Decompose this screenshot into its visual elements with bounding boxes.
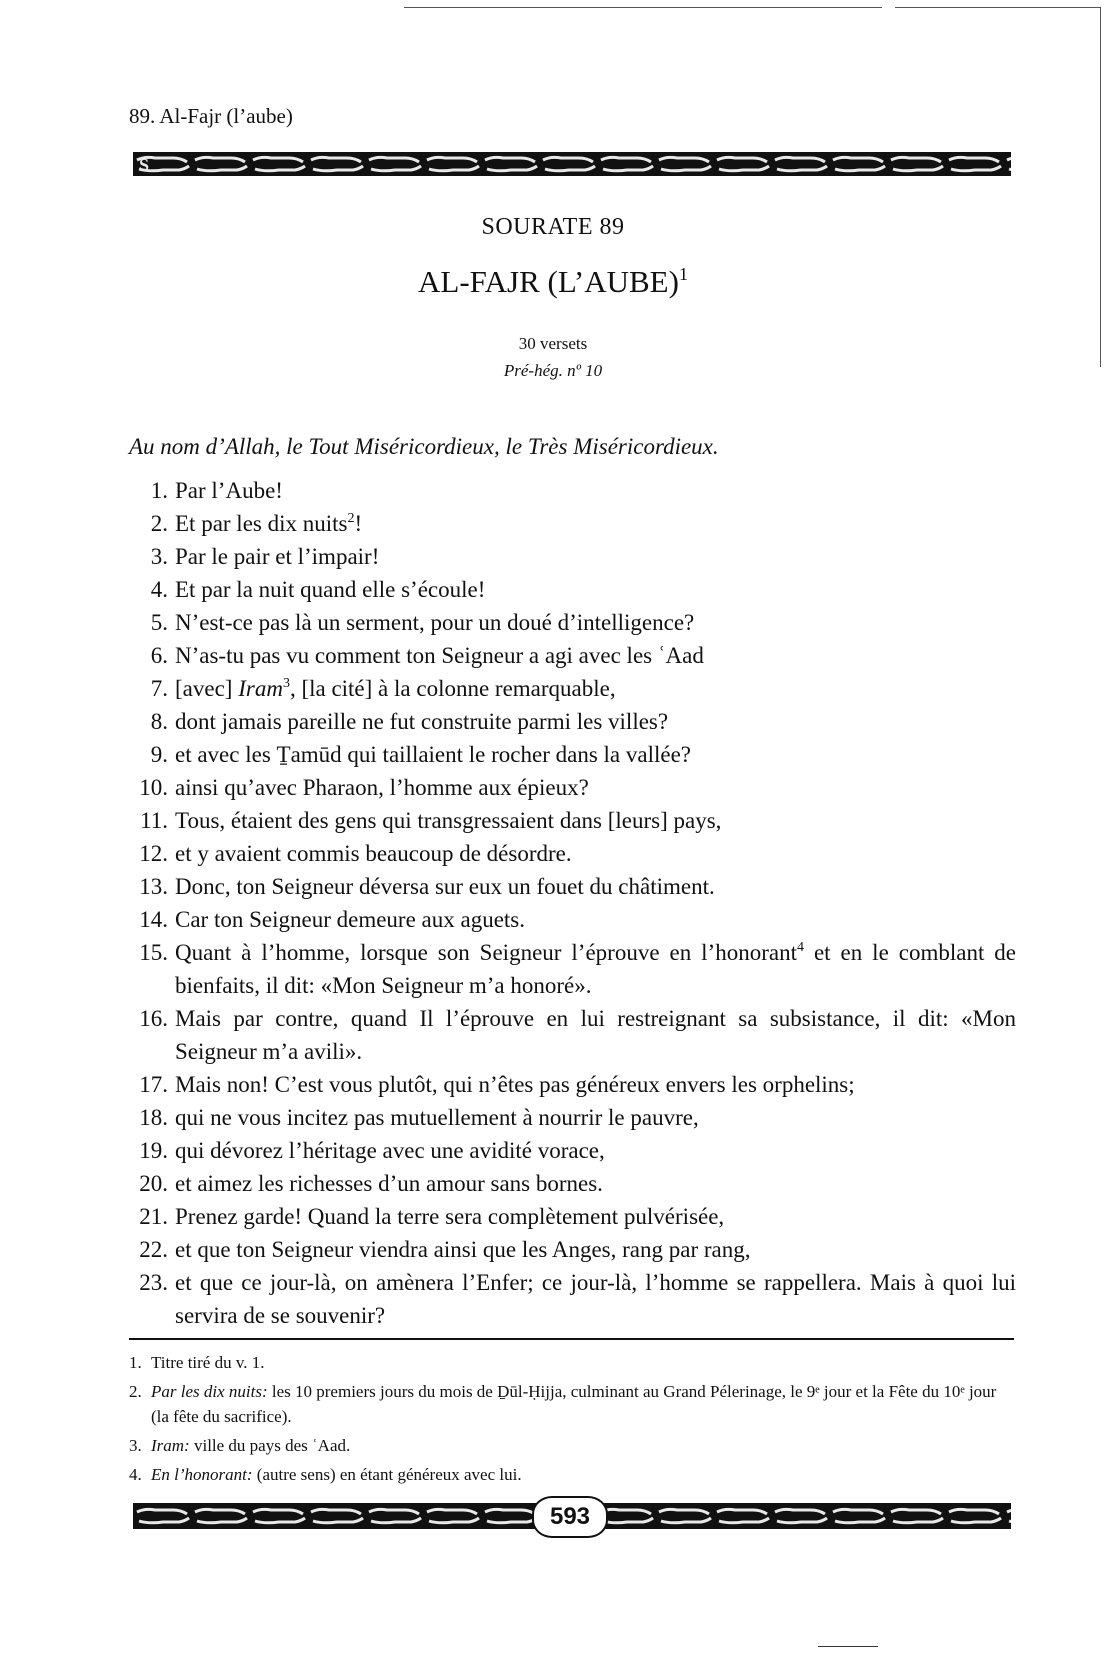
footnote-text: En l’honorant: (autre sens) en étant généreux avec lui. bbox=[151, 1465, 522, 1484]
verse-number: 4. bbox=[150, 577, 168, 602]
verse bbox=[129, 639, 1016, 672]
footnote-number: 2. bbox=[129, 1382, 142, 1401]
verse bbox=[129, 870, 1016, 903]
sourate-title-text: AL-FAJR (L’AUBE) bbox=[418, 264, 679, 299]
verse-number: 21. bbox=[139, 1204, 168, 1229]
verse-text: Mais non! C’est vous plutôt, qui n’êtes pas généreux envers les orphelins; bbox=[175, 1072, 855, 1097]
verse-text: qui dévorez l’héritage avec une avidité vorace, bbox=[175, 1138, 605, 1163]
verse-number: 20. bbox=[139, 1171, 168, 1196]
verse bbox=[129, 1233, 1016, 1266]
verse bbox=[129, 738, 1016, 771]
verse bbox=[129, 540, 1016, 573]
footnote-ref: 3 bbox=[282, 676, 290, 691]
verse-text: Par le pair et l’impair! bbox=[175, 544, 380, 569]
footnotes bbox=[129, 1350, 1014, 1491]
footnote-text: Iram: ville du pays des ʿAad. bbox=[151, 1436, 351, 1455]
verse-text: et avec les Ṯamūd qui taillaient le rocher dans la vallée? bbox=[175, 742, 691, 767]
verse-text: Tous, étaient des gens qui transgressaient dans [leurs] pays, bbox=[175, 808, 722, 833]
verse bbox=[129, 1266, 1016, 1332]
verse-number: 2. bbox=[150, 511, 168, 536]
verse bbox=[129, 1002, 1016, 1068]
verse-number: 10. bbox=[139, 775, 168, 800]
verse-number: 11. bbox=[140, 808, 168, 833]
verse-text: N’est-ce pas là un serment, pour un doué d’intelligence? bbox=[175, 610, 695, 635]
verse-number: 15. bbox=[139, 940, 168, 965]
footnote-ref: 1 bbox=[678, 264, 688, 284]
verse-text: Et par la nuit quand elle s’écoule! bbox=[175, 577, 486, 602]
verse-text: et y avaient commis beaucoup de désordre. bbox=[175, 841, 572, 866]
top-ornament-band bbox=[133, 152, 1011, 176]
verse-number: 13. bbox=[139, 874, 168, 899]
footnote-rule bbox=[129, 1338, 1014, 1340]
sourate-title bbox=[0, 264, 1106, 300]
verse-text: Quant à l’homme, lorsque son Seigneur l’éprouve en l’honorant$^4$ et en le comblant de bienfaits, il dit: «Mon Seigneur m’a honoré». bbox=[175, 940, 1017, 998]
verse-text: et aimez les richesses d’un amour sans bornes. bbox=[175, 1171, 603, 1196]
svg-text:S: S bbox=[139, 155, 150, 175]
verses-count: 30 versets bbox=[518, 334, 588, 353]
verse-number: 3. bbox=[150, 544, 168, 569]
verse bbox=[129, 936, 1016, 1002]
verse-number: 17. bbox=[139, 1072, 168, 1097]
verse bbox=[129, 1200, 1016, 1233]
footnote-number: 3. bbox=[129, 1436, 142, 1455]
page-edge-line bbox=[1100, 7, 1101, 367]
verse-text: [avec] Iram$^3$, [la cité] à la colonne remarquable, bbox=[175, 676, 616, 701]
verse bbox=[129, 672, 1016, 705]
verse bbox=[129, 705, 1016, 738]
verse-number: 9. bbox=[150, 742, 168, 767]
verse bbox=[129, 903, 1016, 936]
verse bbox=[129, 837, 1016, 870]
verse-text: qui ne vous incitez pas mutuellement à nourrir le pauvre, bbox=[175, 1105, 699, 1130]
verse-text: Mais par contre, quand Il l’éprouve en lui restreignant sa subsistance, il dit: «Mon Seigneur m’a avili». bbox=[175, 1006, 1016, 1064]
verse-text: Donc, ton Seigneur déversa sur eux un fouet du châtiment. bbox=[175, 874, 715, 899]
verse bbox=[129, 606, 1016, 639]
verse-number: 23. bbox=[139, 1270, 168, 1295]
verse-text: et que ton Seigneur viendra ainsi que les Anges, rang par rang, bbox=[175, 1237, 751, 1262]
running-head: 89. Al-Fajr (l’aube) bbox=[129, 104, 293, 128]
verse-text: ainsi qu’avec Pharaon, l’homme aux épieux? bbox=[175, 775, 589, 800]
footnote bbox=[129, 1433, 1014, 1458]
footnote-text: Titre tiré du v. 1. bbox=[151, 1353, 265, 1372]
footnote-number: 1. bbox=[129, 1353, 142, 1372]
bottom-edge-line bbox=[818, 1646, 878, 1647]
verse bbox=[129, 507, 1016, 540]
footnote-ref: 2 bbox=[347, 511, 355, 526]
verse-text: Et par les dix nuits$^2$! bbox=[175, 511, 363, 536]
verse-number: 7. bbox=[150, 676, 168, 701]
verse-text: Car ton Seigneur demeure aux aguets. bbox=[175, 907, 525, 932]
verse bbox=[129, 1167, 1016, 1200]
verse-number: 12. bbox=[139, 841, 168, 866]
verse-list bbox=[129, 474, 1016, 1332]
footnote-text: Par les dix nuits: les 10 premiers jours du mois de Ḏūl-Ḥijja, culminant au Grand Pélerinage, le 9ᵉ jour et la Fête du 10ᵉ jour (la fête du sacrifice). bbox=[151, 1382, 997, 1426]
verse-text: Prenez garde! Quand la terre sera complètement pulvérisée, bbox=[175, 1204, 725, 1229]
verse-number: 1. bbox=[150, 478, 168, 503]
verse-text: et que ce jour-là, on amènera l’Enfer; ce jour-là, l’homme se rappellera. Mais à quoi lui servira de se souvenir? bbox=[175, 1270, 1016, 1328]
verse bbox=[129, 573, 1016, 606]
footnote bbox=[129, 1350, 1014, 1375]
verse-text: dont jamais pareille ne fut construite parmi les villes? bbox=[175, 709, 669, 734]
footnote bbox=[129, 1379, 1014, 1429]
sourate-label: SOURATE 89 bbox=[481, 214, 625, 240]
footnote bbox=[129, 1462, 1014, 1487]
page-number: 593 bbox=[532, 1496, 608, 1538]
verse bbox=[129, 771, 1016, 804]
verse-number: 6. bbox=[150, 643, 168, 668]
verse-number: 14. bbox=[139, 907, 168, 932]
verse-number: 5. bbox=[150, 610, 168, 635]
verse-text: N’as-tu pas vu comment ton Seigneur a agi avec les ʿAad bbox=[175, 643, 704, 668]
verse bbox=[129, 1134, 1016, 1167]
revelation-period: Pré-hég. nº 10 bbox=[503, 361, 603, 380]
verse bbox=[129, 474, 1016, 507]
top-rule-left bbox=[404, 7, 882, 8]
verse-number: 19. bbox=[139, 1138, 168, 1163]
footnote-number: 4. bbox=[129, 1465, 142, 1484]
verse-number: 18. bbox=[139, 1105, 168, 1130]
verse-number: 22. bbox=[139, 1237, 168, 1262]
basmala: Au nom d’Allah, le Tout Miséricordieux, le Très Miséricordieux. bbox=[129, 434, 719, 459]
verse bbox=[129, 1101, 1016, 1134]
footnote-ref: 4 bbox=[796, 940, 804, 955]
verse bbox=[129, 804, 1016, 837]
verse bbox=[129, 1068, 1016, 1101]
verse-text: Par l’Aube! bbox=[175, 478, 283, 503]
top-rule-right bbox=[895, 7, 1100, 8]
verse-number: 8. bbox=[150, 709, 168, 734]
verse-number: 16. bbox=[139, 1006, 168, 1031]
